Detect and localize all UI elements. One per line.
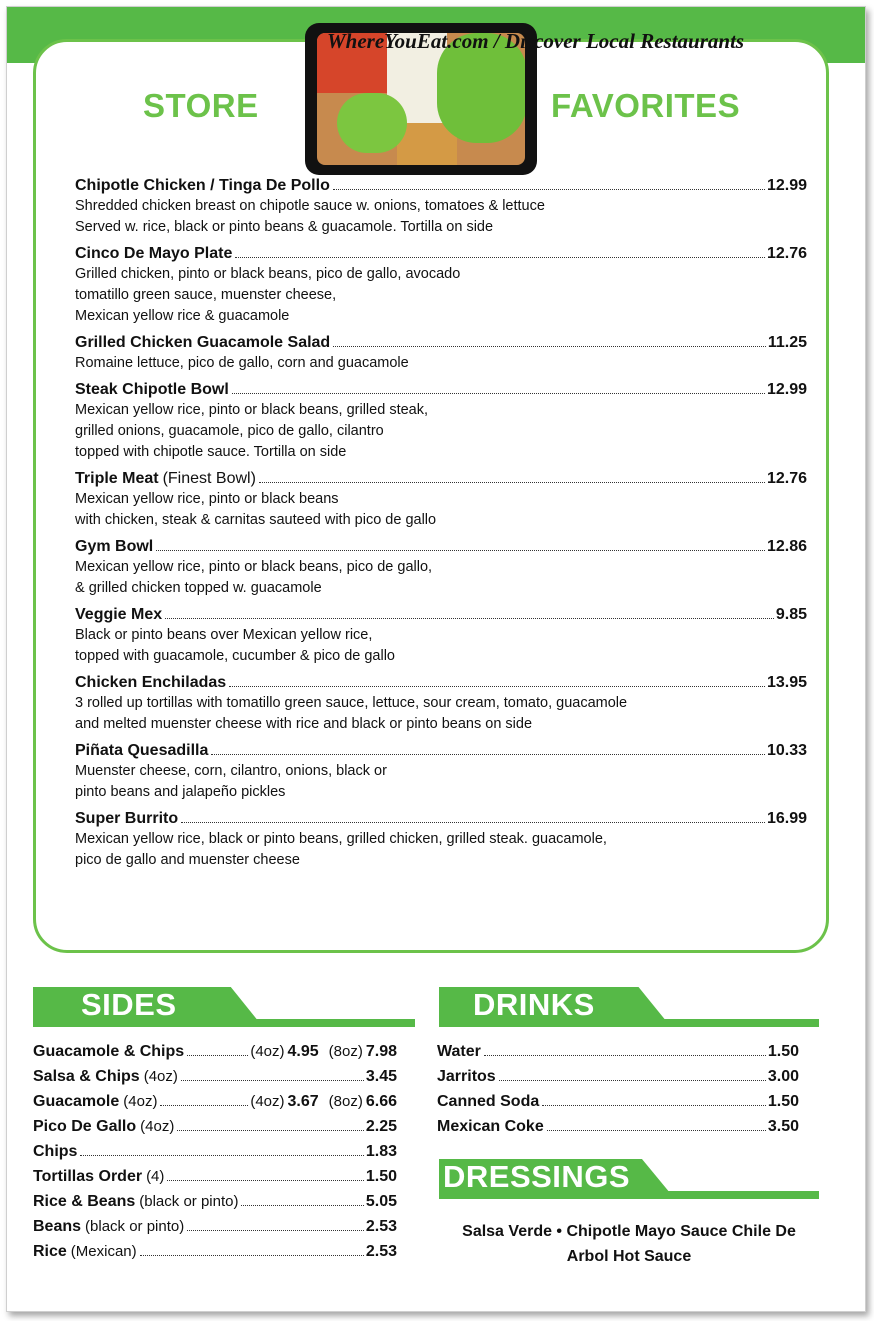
watermark: WhereYouEat.com / Discover Local Restaurants bbox=[327, 29, 745, 53]
side-size-small: (4oz) bbox=[250, 1093, 285, 1110]
side-item bbox=[33, 1239, 397, 1264]
drink-item bbox=[437, 1114, 799, 1139]
menu-item-description: Muenster cheese, corn, cilantro, onions, black or bbox=[75, 763, 387, 779]
side-item bbox=[33, 1164, 397, 1189]
drink-item-name: Water bbox=[437, 1043, 481, 1060]
store-heading: STORE bbox=[143, 87, 259, 124]
dot-leader bbox=[156, 550, 765, 551]
dressings-line-2: Arbol Hot Sauce bbox=[566, 1248, 692, 1265]
dressings-banner bbox=[439, 1159, 819, 1199]
dot-leader bbox=[177, 1130, 364, 1131]
menu-item bbox=[75, 808, 807, 871]
menu-item-description: pico de gallo and muenster cheese bbox=[75, 852, 300, 868]
menu-item bbox=[75, 332, 807, 374]
menu-item-description: 3 rolled up tortillas with tomatillo green sauce, lettuce, sour cream, tomato, guacamole bbox=[75, 695, 628, 711]
menu-item-name: Super Burrito bbox=[75, 810, 179, 827]
side-item-note: (black or pinto) bbox=[139, 1193, 239, 1210]
menu-page bbox=[6, 6, 866, 1312]
menu-item bbox=[75, 379, 807, 463]
side-item-price: 1.50 bbox=[365, 1168, 397, 1185]
drink-item bbox=[437, 1064, 799, 1089]
menu-item-row bbox=[75, 604, 807, 625]
menu-item-description: Grilled chicken, pinto or black beans, pico de gallo, avocado bbox=[75, 266, 461, 282]
side-price-large: 6.66 bbox=[365, 1093, 397, 1110]
drink-item bbox=[437, 1039, 799, 1064]
menu-item-description: and melted muenster cheese with rice and black or pinto beans on side bbox=[75, 716, 533, 732]
favorites-heading: FAVORITES bbox=[551, 87, 741, 124]
menu-item-name: Grilled Chicken Guacamole Salad bbox=[75, 334, 331, 351]
dot-leader bbox=[140, 1255, 364, 1256]
menu-item bbox=[75, 243, 807, 327]
menu-item-description: & grilled chicken topped w. guacamole bbox=[75, 580, 322, 596]
menu-item-name: Chipotle Chicken / Tinga De Pollo bbox=[75, 177, 330, 194]
side-item-price: 5.05 bbox=[365, 1193, 397, 1210]
dot-leader bbox=[187, 1055, 248, 1056]
menu-item-description: topped with chipotle sauce. Tortilla on side bbox=[75, 444, 347, 460]
dot-leader bbox=[187, 1230, 364, 1231]
menu-item-price: 12.99 bbox=[766, 177, 807, 194]
menu-item-price: 12.76 bbox=[766, 470, 807, 487]
dot-leader bbox=[241, 1205, 363, 1206]
dot-leader bbox=[160, 1105, 248, 1106]
side-item bbox=[33, 1089, 397, 1114]
menu-item-row bbox=[75, 332, 807, 353]
dot-leader bbox=[333, 189, 765, 190]
side-item-note: (Mexican) bbox=[70, 1243, 137, 1260]
side-item-name: Rice bbox=[33, 1243, 67, 1260]
side-price-small: 3.67 bbox=[287, 1093, 319, 1110]
sides-banner bbox=[33, 987, 415, 1027]
dot-leader bbox=[542, 1105, 766, 1106]
side-item bbox=[33, 1214, 397, 1239]
side-item-name: Guacamole bbox=[33, 1093, 120, 1110]
dot-leader bbox=[167, 1180, 363, 1181]
dot-leader bbox=[181, 1080, 364, 1081]
menu-item-price: 11.25 bbox=[767, 334, 807, 351]
side-item-note: (4oz) bbox=[140, 1118, 175, 1135]
menu-item-price: 12.76 bbox=[766, 245, 807, 262]
menu-item bbox=[75, 672, 807, 735]
menu-item-name: Piñata Quesadilla bbox=[75, 742, 209, 759]
dot-leader bbox=[259, 482, 765, 483]
side-item-price: 2.53 bbox=[365, 1243, 397, 1260]
dot-leader bbox=[181, 822, 765, 823]
menu-item-price: 12.99 bbox=[766, 381, 807, 398]
menu-item-description: Shredded chicken breast on chipotle sauce w. onions, tomatoes & lettuce bbox=[75, 198, 545, 214]
sides-heading: SIDES bbox=[81, 987, 177, 1022]
menu-item-name: Cinco De Mayo Plate bbox=[75, 245, 233, 262]
menu-item-row bbox=[75, 243, 807, 264]
drink-item-price: 1.50 bbox=[767, 1093, 799, 1110]
menu-item-row bbox=[75, 672, 807, 693]
dressings-text bbox=[439, 1219, 819, 1269]
menu-item-price: 9.85 bbox=[775, 606, 807, 623]
menu-item-price: 10.33 bbox=[766, 742, 807, 759]
menu-item-row bbox=[75, 468, 807, 489]
side-item-price: 2.53 bbox=[365, 1218, 397, 1235]
menu-item-price: 12.86 bbox=[766, 538, 807, 555]
menu-item-description: tomatillo green sauce, muenster cheese, bbox=[75, 287, 337, 303]
side-item-name: Guacamole & Chips bbox=[33, 1043, 185, 1060]
favorites-list bbox=[75, 175, 807, 876]
dot-leader bbox=[235, 257, 765, 258]
side-item bbox=[33, 1039, 397, 1064]
side-item-name: Beans bbox=[33, 1218, 82, 1235]
menu-item-row bbox=[75, 379, 807, 400]
menu-item bbox=[75, 175, 807, 238]
drink-item-name: Canned Soda bbox=[437, 1093, 540, 1110]
side-size-small: (4oz) bbox=[250, 1043, 285, 1060]
side-item-note: (black or pinto) bbox=[85, 1218, 185, 1235]
menu-item-description: Mexican yellow rice, pinto or black beans, pico de gallo, bbox=[75, 559, 433, 575]
side-item-name: Salsa & Chips bbox=[33, 1068, 140, 1085]
side-price-large: 7.98 bbox=[365, 1043, 397, 1060]
side-item-price: 1.83 bbox=[365, 1143, 397, 1160]
dressings-line-1: Salsa Verde • Chipotle Mayo Sauce Chile De bbox=[462, 1223, 796, 1240]
menu-item-price: 16.99 bbox=[766, 810, 807, 827]
menu-item-row bbox=[75, 740, 807, 761]
side-item bbox=[33, 1114, 397, 1139]
menu-item-description: topped with guacamole, cucumber & pico de gallo bbox=[75, 648, 395, 664]
drink-item-name: Jarritos bbox=[437, 1068, 496, 1085]
menu-item-price: 13.95 bbox=[766, 674, 807, 691]
side-size-large: (8oz) bbox=[328, 1043, 363, 1060]
dot-leader bbox=[232, 393, 765, 394]
dot-leader bbox=[484, 1055, 766, 1056]
menu-item-description: Black or pinto beans over Mexican yellow rice, bbox=[75, 627, 373, 643]
menu-item-description: Mexican yellow rice, black or pinto beans, grilled chicken, grilled steak. guacamole, bbox=[75, 831, 607, 847]
menu-item-name: Gym Bowl bbox=[75, 538, 154, 555]
dot-leader bbox=[165, 618, 774, 619]
menu-item-description: Mexican yellow rice & guacamole bbox=[75, 308, 290, 324]
menu-item-description: pinto beans and jalapeño pickles bbox=[75, 784, 286, 800]
drinks-list bbox=[437, 1039, 799, 1139]
side-item-price: 2.25 bbox=[365, 1118, 397, 1135]
menu-item-name: Chicken Enchiladas bbox=[75, 674, 227, 691]
drink-item-price: 1.50 bbox=[767, 1043, 799, 1060]
drink-item-name: Mexican Coke bbox=[437, 1118, 544, 1135]
menu-item-description: grilled onions, guacamole, pico de gallo, cilantro bbox=[75, 423, 384, 439]
side-item-name: Pico De Gallo bbox=[33, 1118, 137, 1135]
menu-item-description: Mexican yellow rice, pinto or black beans bbox=[75, 491, 339, 507]
menu-item-note: (Finest Bowl) bbox=[162, 470, 256, 487]
menu-item bbox=[75, 536, 807, 599]
drinks-heading: DRINKS bbox=[473, 987, 595, 1022]
dot-leader bbox=[80, 1155, 363, 1156]
side-item-note: (4) bbox=[146, 1168, 165, 1185]
side-item-name: Chips bbox=[33, 1143, 78, 1160]
side-size-large: (8oz) bbox=[328, 1093, 363, 1110]
menu-item-row bbox=[75, 536, 807, 557]
drink-item-price: 3.50 bbox=[767, 1118, 799, 1135]
dot-leader bbox=[229, 686, 765, 687]
dressings-heading: DRESSINGS bbox=[443, 1159, 631, 1194]
dot-leader bbox=[211, 754, 765, 755]
side-item-note: (4oz) bbox=[143, 1068, 178, 1085]
menu-item bbox=[75, 468, 807, 531]
side-item-name: Tortillas Order bbox=[33, 1168, 143, 1185]
dot-leader bbox=[499, 1080, 766, 1081]
sides-list bbox=[33, 1039, 397, 1264]
menu-item-description: Served w. rice, black or pinto beans & guacamole. Tortilla on side bbox=[75, 219, 494, 235]
side-item bbox=[33, 1139, 397, 1164]
drink-item-price: 3.00 bbox=[767, 1068, 799, 1085]
side-item-note: (4oz) bbox=[123, 1093, 158, 1110]
side-item-price: 3.45 bbox=[365, 1068, 397, 1085]
menu-item bbox=[75, 740, 807, 803]
side-item-name: Rice & Beans bbox=[33, 1193, 136, 1210]
menu-item-name: Triple Meat bbox=[75, 470, 159, 487]
menu-item-description: with chicken, steak & carnitas sauteed with pico de gallo bbox=[75, 512, 437, 528]
dot-leader bbox=[333, 346, 766, 347]
menu-item-name: Steak Chipotle Bowl bbox=[75, 381, 229, 398]
menu-item-description: Mexican yellow rice, pinto or black beans, grilled steak, bbox=[75, 402, 428, 418]
menu-item-name: Veggie Mex bbox=[75, 606, 163, 623]
side-price-small: 4.95 bbox=[287, 1043, 319, 1060]
drink-item bbox=[437, 1089, 799, 1114]
menu-item-row bbox=[75, 808, 807, 829]
dot-leader bbox=[547, 1130, 766, 1131]
side-item bbox=[33, 1064, 397, 1089]
menu-item-description: Romaine lettuce, pico de gallo, corn and guacamole bbox=[75, 355, 409, 371]
drinks-banner bbox=[439, 987, 819, 1027]
side-item bbox=[33, 1189, 397, 1214]
menu-item bbox=[75, 604, 807, 667]
menu-item-row bbox=[75, 175, 807, 196]
